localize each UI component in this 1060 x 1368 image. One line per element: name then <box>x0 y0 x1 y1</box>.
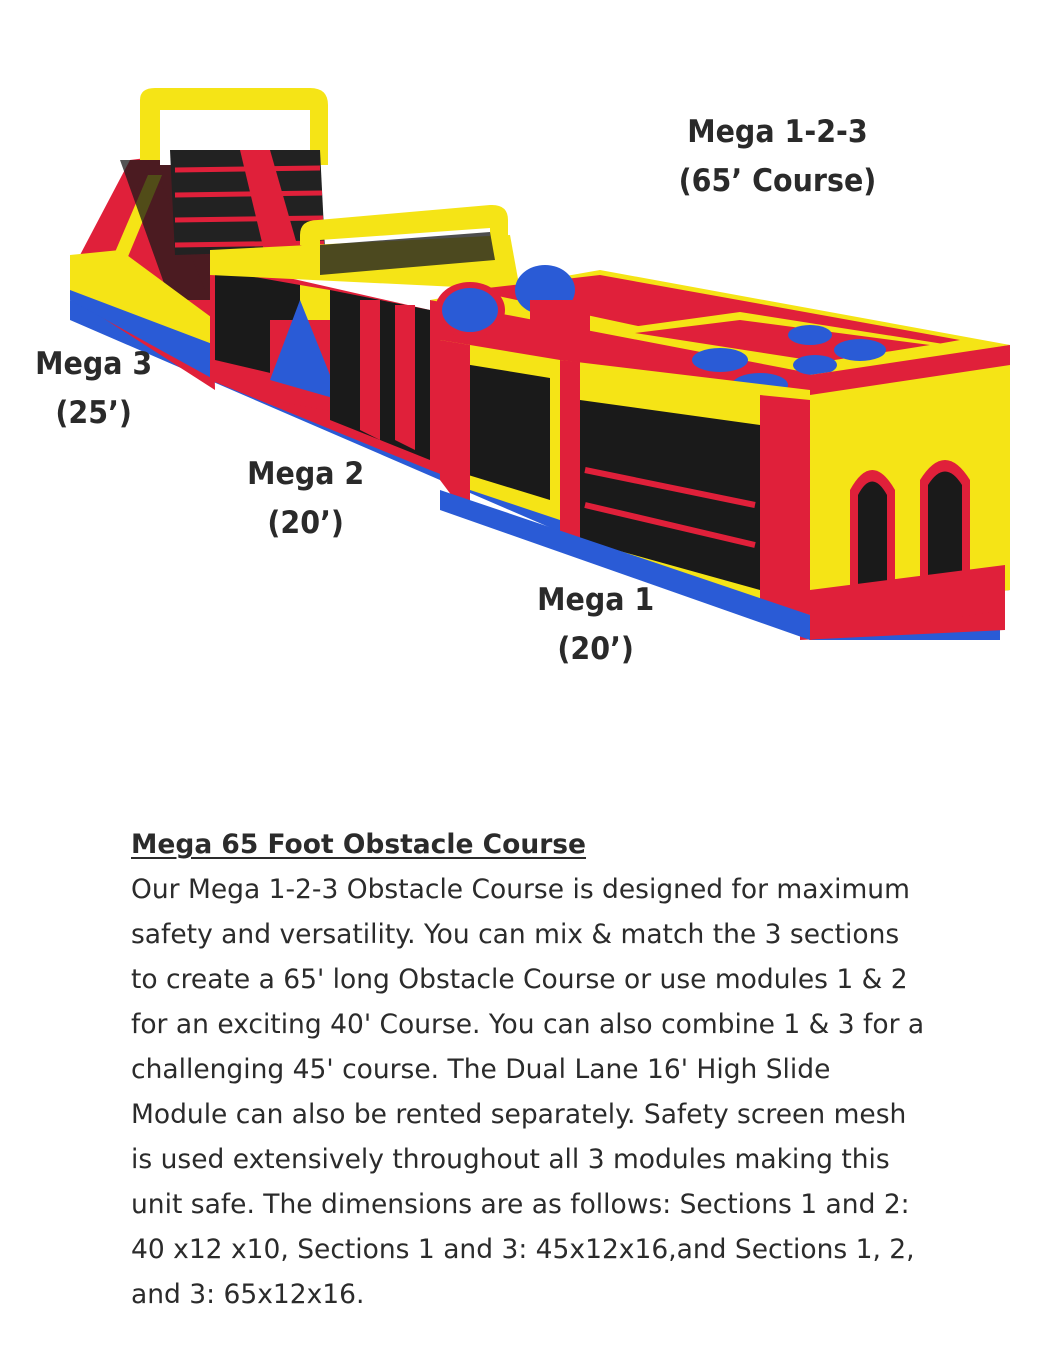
label-mega-3-name: Mega 3 <box>35 346 153 382</box>
product-description <box>131 822 931 1317</box>
label-mega-1-length: (20’) <box>557 631 634 667</box>
label-mega-3-length: (25’) <box>55 395 132 431</box>
label-mega-1-2-3 <box>679 108 877 206</box>
label-mega-1-name: Mega 1 <box>537 582 655 618</box>
label-mega-3 <box>35 340 152 438</box>
product-description-text: Our Mega 1-2-3 Obstacle Course is designed for maximum safety and versatility. You can mix & match the 3 sections to create a 65' long Obstacle Course or use modules 1 & 2 for an exciting 40' Course. You can also combine 1 & 3 for a challenging 45' course. The Dual Lane 16' High Slide Module can also be rented separately. Safety screen mesh is used extensively throughout all 3 modules making this unit safe. The dimensions are as follows: Sections 1 and 2: 40 x12 x10, Sections 1 and 3: 45x12x16,and Sections 1, 2, and 3: 65x12x16. <box>131 874 925 1310</box>
label-mega-1 <box>537 576 654 674</box>
label-mega-2-name: Mega 2 <box>247 456 365 492</box>
label-mega-2 <box>247 450 364 548</box>
label-mega-1-2-3-length: (65’ Course) <box>678 163 877 199</box>
product-title: Mega 65 Foot Obstacle Course <box>131 829 587 860</box>
label-mega-2-length: (20’) <box>267 505 344 541</box>
label-mega-1-2-3-name: Mega 1-2-3 <box>687 114 868 150</box>
